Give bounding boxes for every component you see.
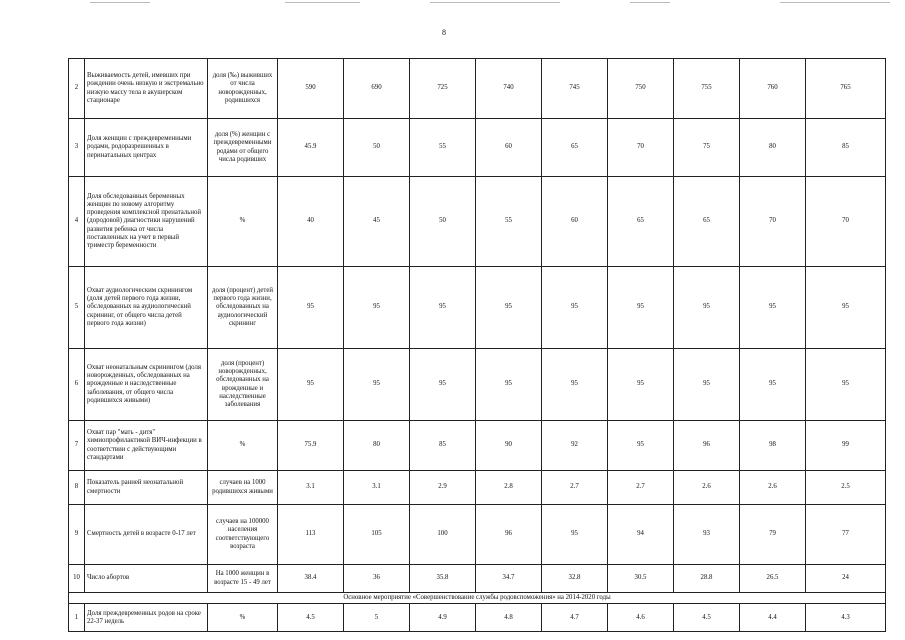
value-cell: 2.6 (740, 471, 806, 505)
indicator-name: Охват аудиологическим скринингом (доля детей первого года жизни, обследованных на аудиологический скрининг, от общего числа детей первого года жизни) (85, 267, 208, 349)
value-cell: 5 (344, 604, 410, 632)
value-cell: 755 (674, 59, 740, 119)
table-row (69, 505, 886, 565)
value-cell: 40 (278, 177, 344, 267)
value-cell: 95 (344, 267, 410, 349)
value-cell: 70 (608, 119, 674, 177)
value-cell: 95 (278, 267, 344, 349)
indicator-name: Число абортов (85, 565, 208, 593)
value-cell: 4.9 (410, 604, 476, 632)
value-cell: 2.7 (608, 471, 674, 505)
row-number: 5 (69, 267, 85, 349)
value-cell: 75 (674, 119, 740, 177)
value-cell: 90 (476, 421, 542, 471)
indicator-name: Доля обследованных беременных женщин по новому алгоритму проведения комплексной пренатальной (дородовой) диагностики нарушений развития ребенка от числа поставленных на учет в первый триместр беременности (85, 177, 208, 267)
value-cell: 95 (608, 349, 674, 421)
table-row (69, 349, 886, 421)
unit-of-measure: доля (процент) новорожденных, обследованных на врожденные и наследственные заболевания (208, 349, 278, 421)
table-row (69, 565, 886, 593)
value-cell: 45 (344, 177, 410, 267)
value-cell: 113 (278, 505, 344, 565)
indicator-name: Охват неонатальным скринингом (доля новорожденных, обследованных на врожденные и наследственные заболевания, от общего числа родившихся живыми) (85, 349, 208, 421)
value-cell: 2.9 (410, 471, 476, 505)
value-cell: 95 (476, 349, 542, 421)
unit-of-measure: На 1000 женщин в возрасте 15 - 49 лет (208, 565, 278, 593)
row-number: 7 (69, 421, 85, 471)
indicator-name: Охват пар "мать - дитя" химиопрофилактикой ВИЧ-инфекции в соответствии с действующими стандартами (85, 421, 208, 471)
table-row (69, 267, 886, 349)
value-cell: 740 (476, 59, 542, 119)
value-cell: 80 (740, 119, 806, 177)
value-cell: 2.6 (674, 471, 740, 505)
value-cell: 75.9 (278, 421, 344, 471)
value-cell: 38.4 (278, 565, 344, 593)
value-cell: 55 (476, 177, 542, 267)
page-number: 8 (442, 28, 446, 37)
indicators-table (68, 58, 886, 632)
value-cell: 70 (806, 177, 886, 267)
value-cell: 96 (674, 421, 740, 471)
value-cell: 690 (344, 59, 410, 119)
value-cell: 725 (410, 59, 476, 119)
value-cell: 4.5 (674, 604, 740, 632)
value-cell: 4.4 (740, 604, 806, 632)
value-cell: 2.5 (806, 471, 886, 505)
value-cell: 3.1 (278, 471, 344, 505)
value-cell: 105 (344, 505, 410, 565)
value-cell: 95 (806, 349, 886, 421)
value-cell: 95 (674, 267, 740, 349)
value-cell: 100 (410, 505, 476, 565)
value-cell: 590 (278, 59, 344, 119)
value-cell: 2.7 (542, 471, 608, 505)
value-cell: 95 (806, 267, 886, 349)
unit-of-measure: % (208, 604, 278, 632)
indicator-name: Доля преждевременных родов на сроке 22-37 недель (85, 604, 208, 632)
row-number: 10 (69, 565, 85, 593)
value-cell: 95 (740, 267, 806, 349)
value-cell: 79 (740, 505, 806, 565)
value-cell: 4.7 (542, 604, 608, 632)
value-cell: 92 (542, 421, 608, 471)
value-cell: 95 (608, 267, 674, 349)
value-cell: 95 (542, 349, 608, 421)
value-cell: 24 (806, 565, 886, 593)
value-cell: 96 (476, 505, 542, 565)
value-cell: 98 (740, 421, 806, 471)
value-cell: 26.5 (740, 565, 806, 593)
value-cell: 35.8 (410, 565, 476, 593)
table-row (69, 421, 886, 471)
value-cell: 50 (410, 177, 476, 267)
row-number: 3 (69, 119, 85, 177)
value-cell: 94 (608, 505, 674, 565)
unit-of-measure: случаев на 1000 родившихся живыми (208, 471, 278, 505)
indicator-name: Выживаемость детей, имевших при рождении очень низкую и экстремально низкую массу тела в акушерском стационаре (85, 59, 208, 119)
value-cell: 85 (806, 119, 886, 177)
row-number: 4 (69, 177, 85, 267)
unit-of-measure: случаев на 100000 населения соответствующего возраста (208, 505, 278, 565)
value-cell: 4.3 (806, 604, 886, 632)
unit-of-measure: доля (‰) выживших от числа новорожденных, родившихся (208, 59, 278, 119)
row-number: 2 (69, 59, 85, 119)
value-cell: 45.9 (278, 119, 344, 177)
value-cell: 28.8 (674, 565, 740, 593)
value-cell: 95 (410, 267, 476, 349)
value-cell: 93 (674, 505, 740, 565)
value-cell: 65 (674, 177, 740, 267)
value-cell: 95 (674, 349, 740, 421)
value-cell: 3.1 (344, 471, 410, 505)
value-cell: 36 (344, 565, 410, 593)
unit-of-measure: доля (процент) детей первого года жизни, обследованных на аудиологический скрининг (208, 267, 278, 349)
value-cell: 77 (806, 505, 886, 565)
table-row (69, 471, 886, 505)
value-cell: 750 (608, 59, 674, 119)
value-cell: 32.8 (542, 565, 608, 593)
value-cell: 95 (542, 505, 608, 565)
value-cell: 34.7 (476, 565, 542, 593)
value-cell: 50 (344, 119, 410, 177)
unit-of-measure: % (208, 177, 278, 267)
indicator-name: Доля женщин с преждевременными родами, родоразрешенных в перинатальных центрах (85, 119, 208, 177)
indicator-name: Смертность детей в возрасте 0-17 лет (85, 505, 208, 565)
value-cell: 95 (278, 349, 344, 421)
section-title: Основное мероприятие «Совершенствование службы родовспоможения» на 2014-2020 годы (69, 593, 886, 604)
unit-of-measure: % (208, 421, 278, 471)
value-cell: 95 (740, 349, 806, 421)
value-cell: 65 (542, 119, 608, 177)
value-cell: 55 (410, 119, 476, 177)
unit-of-measure: доля (%) женщин с преждевременными родами от общего числа родивших (208, 119, 278, 177)
value-cell: 95 (608, 421, 674, 471)
value-cell: 95 (410, 349, 476, 421)
value-cell: 85 (410, 421, 476, 471)
value-cell: 95 (476, 267, 542, 349)
value-cell: 60 (476, 119, 542, 177)
value-cell: 70 (740, 177, 806, 267)
value-cell: 99 (806, 421, 886, 471)
table-row (69, 119, 886, 177)
value-cell: 65 (608, 177, 674, 267)
indicator-name: Показатель ранней неонатальной смертности (85, 471, 208, 505)
value-cell: 4.5 (278, 604, 344, 632)
value-cell: 4.8 (476, 604, 542, 632)
value-cell: 765 (806, 59, 886, 119)
value-cell: 30.5 (608, 565, 674, 593)
value-cell: 80 (344, 421, 410, 471)
value-cell: 2.8 (476, 471, 542, 505)
row-number: 9 (69, 505, 85, 565)
value-cell: 95 (344, 349, 410, 421)
section-row (69, 593, 886, 604)
row-number: 1 (69, 604, 85, 632)
row-number: 6 (69, 349, 85, 421)
value-cell: 760 (740, 59, 806, 119)
value-cell: 95 (542, 267, 608, 349)
table-row (69, 59, 886, 119)
value-cell: 60 (542, 177, 608, 267)
table-row (69, 177, 886, 267)
table-row (69, 604, 886, 632)
value-cell: 4.6 (608, 604, 674, 632)
value-cell: 745 (542, 59, 608, 119)
row-number: 8 (69, 471, 85, 505)
